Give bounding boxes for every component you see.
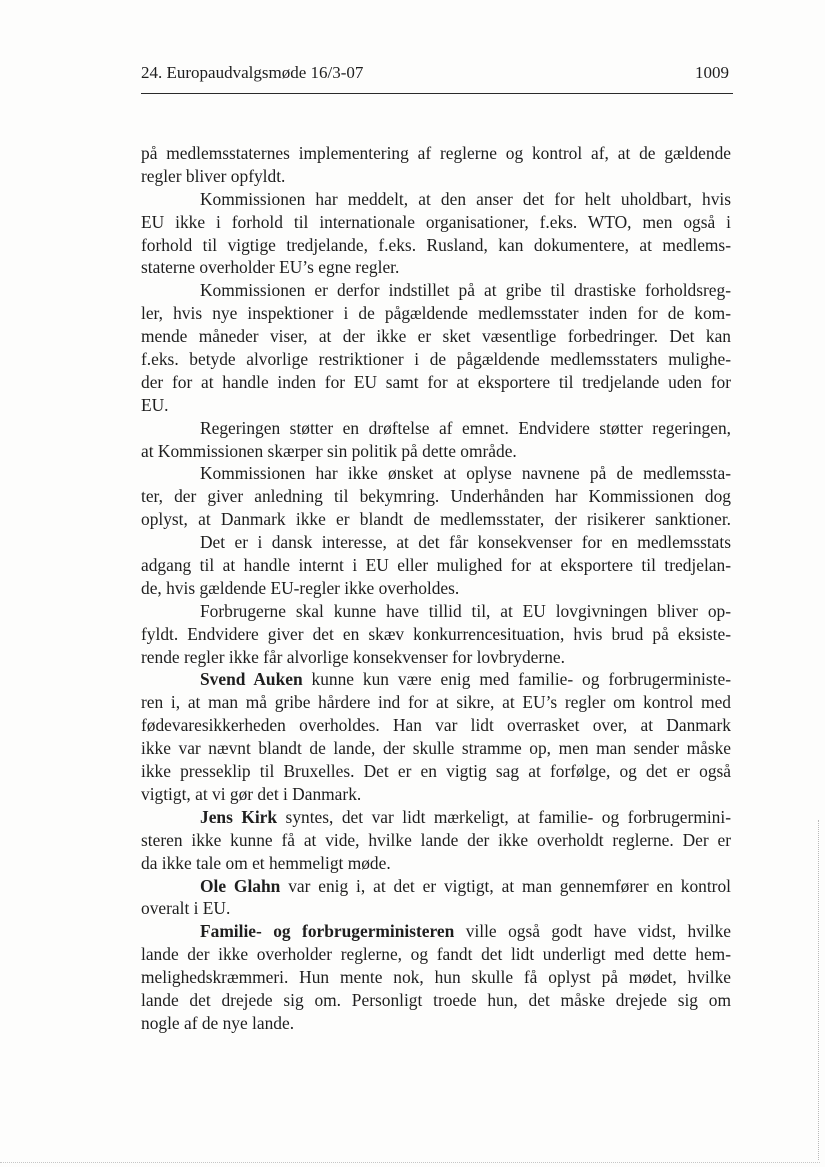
text-line [141,508,731,531]
text-line [141,1012,731,1035]
text-line [141,485,731,508]
speaker-name: Familie- og forbrugerministeren [200,921,455,942]
line-text: regler bliver opfyldt. [141,165,286,186]
line-text: lande der ikke overholder reglerne, og fandt det lidt underligt med dette hem- [141,944,731,965]
line-text: steren ikke kunne få at vide, hvilke lande der ikke overholdt reglerne. Der er [141,829,731,850]
line-text: nogle af de nye lande. [141,1012,295,1033]
line-text: rende regler ikke får alvorlige konsekvenser for lovbryderne. [141,646,565,667]
text-line [141,394,731,417]
text-line [141,714,731,737]
text-line [141,211,731,234]
text-line [141,829,731,852]
text-line [141,691,731,714]
line-text: på medlemsstaternes implementering af reglerne og kontrol af, at de gældende [141,143,731,163]
line-text: var enig i, at det er vigtigt, at man gennemfører en kontrol [280,875,731,896]
header-rule [141,93,733,94]
line-text: f.eks. betyde alvorlige restriktioner i de pågældende medlemsstaters mulighe- [141,349,731,370]
line-text: ville også godt have vidst, hvilke [454,921,731,942]
line-text: at Kommissionen skærper sin politik på dette område. [141,440,517,461]
text-line [141,897,731,920]
line-text: vigtigt, at vi gør det i Danmark. [141,783,362,804]
text-line [141,966,731,989]
body-text [141,142,731,1035]
text-line [141,348,731,371]
text-line [141,279,731,302]
line-text: overalt i EU. [141,898,231,919]
line-text: Regeringen støtter en drøftelse af emnet. Endvidere støtter regeringen, [200,417,731,438]
line-text: ikke var nævnt blandt de lande, der skulle stramme op, men man sender måske [141,738,731,759]
line-text: der for at handle inden for EU samt for at eksportere til tredjelande uden for [141,371,731,392]
text-line [141,737,731,760]
speaker-name: Jens Kirk [200,806,278,827]
text-line [141,920,731,943]
line-text: Det er i dansk interesse, at det får konsekvenser for en medlemsstats [200,532,731,553]
scan-edge-artifact [818,820,819,1160]
line-text: fødevaresikkerheden overholdes. Han var lidt overrasket over, at Danmark [141,715,731,736]
line-text: adgang til at handle internt i EU eller mulighed for at eksportere til tredjelan- [141,555,731,576]
text-line [141,943,731,966]
text-line [141,531,731,554]
line-text: forhold til vigtige tredjelande, f.eks. Rusland, kan dokumentere, at medlems- [141,234,731,255]
text-line [141,875,731,898]
text-line [141,668,731,691]
text-line [141,165,731,188]
text-line [141,760,731,783]
text-line [141,554,731,577]
text-line [141,806,731,829]
line-text: Kommissionen har ikke ønsket at oplyse navnene på de medlemssta- [200,463,731,484]
line-text: kunne kun være enig med familie- og forbrugerministe- [302,669,731,690]
text-line [141,256,731,279]
line-text: EU ikke i forhold til internationale organisationer, f.eks. WTO, men også i [141,211,731,232]
text-line [141,325,731,348]
line-text: syntes, det var lidt mærkeligt, at familie- og forbrugermini- [277,806,731,827]
text-line [141,623,731,646]
text-line [141,188,731,211]
line-text: da ikke tale om et hemmeligt møde. [141,852,391,873]
text-line [141,371,731,394]
running-header [141,60,729,86]
line-text: Forbrugerne skal kunne have tillid til, at EU lovgivningen bliver op- [200,600,731,621]
text-line [141,577,731,600]
line-text: lande det drejede sig om. Personligt troede hun, det måske drejede sig om [141,989,731,1010]
line-text: mende måneder viser, at der ikke er sket væsentlige forbedringer. Det kan [141,326,731,347]
text-line [141,440,731,463]
line-text: ren i, at man må gribe hårdere ind for at sikre, at EU’s regler om kontrol med [141,692,731,713]
line-text: oplyst, at Danmark ikke er blandt de medlemsstater, der risikerer sanktioner. [141,509,731,530]
text-line [141,600,731,623]
text-line [141,302,731,325]
line-text: ler, hvis nye inspektioner i de pågældende medlemsstater inden for de kom- [141,303,731,324]
text-line [141,646,731,669]
line-text: fyldt. Endvidere giver det en skæv konkurrencesituation, hvis brud på eksiste- [141,623,731,644]
line-text: Kommissionen har meddelt, at den anser det for helt uholdbart, hvis [200,188,731,209]
text-line [141,417,731,440]
line-text: de, hvis gældende EU-regler ikke overholdes. [141,577,460,598]
scan-bottom-artifact [0,1162,820,1163]
text-line [141,234,731,257]
running-title: 24. Europaudvalgsmøde 16/3-07 [141,63,364,82]
line-text: EU. [141,394,169,415]
text-line [141,142,731,165]
text-line [141,783,731,806]
speaker-name: Svend Auken [200,669,303,690]
line-text: ikke presseklip til Bruxelles. Det er en vigtig sag at forfølge, og det er også [141,761,731,782]
text-line [141,852,731,875]
line-text: melighedskræmmeri. Hun mente nok, hun skulle få oplyst på mødet, hvilke [141,967,731,988]
line-text: staterne overholder EU’s egne regler. [141,257,400,278]
line-text: Kommissionen er derfor indstillet på at gribe til drastiske forholdsreg- [200,280,731,301]
text-line [141,989,731,1012]
page-number: 1009 [695,63,729,82]
speaker-name: Ole Glahn [200,875,281,896]
line-text: ter, der giver anledning til bekymring. Underhånden har Kommissionen dog [141,486,731,507]
text-line [141,462,731,485]
